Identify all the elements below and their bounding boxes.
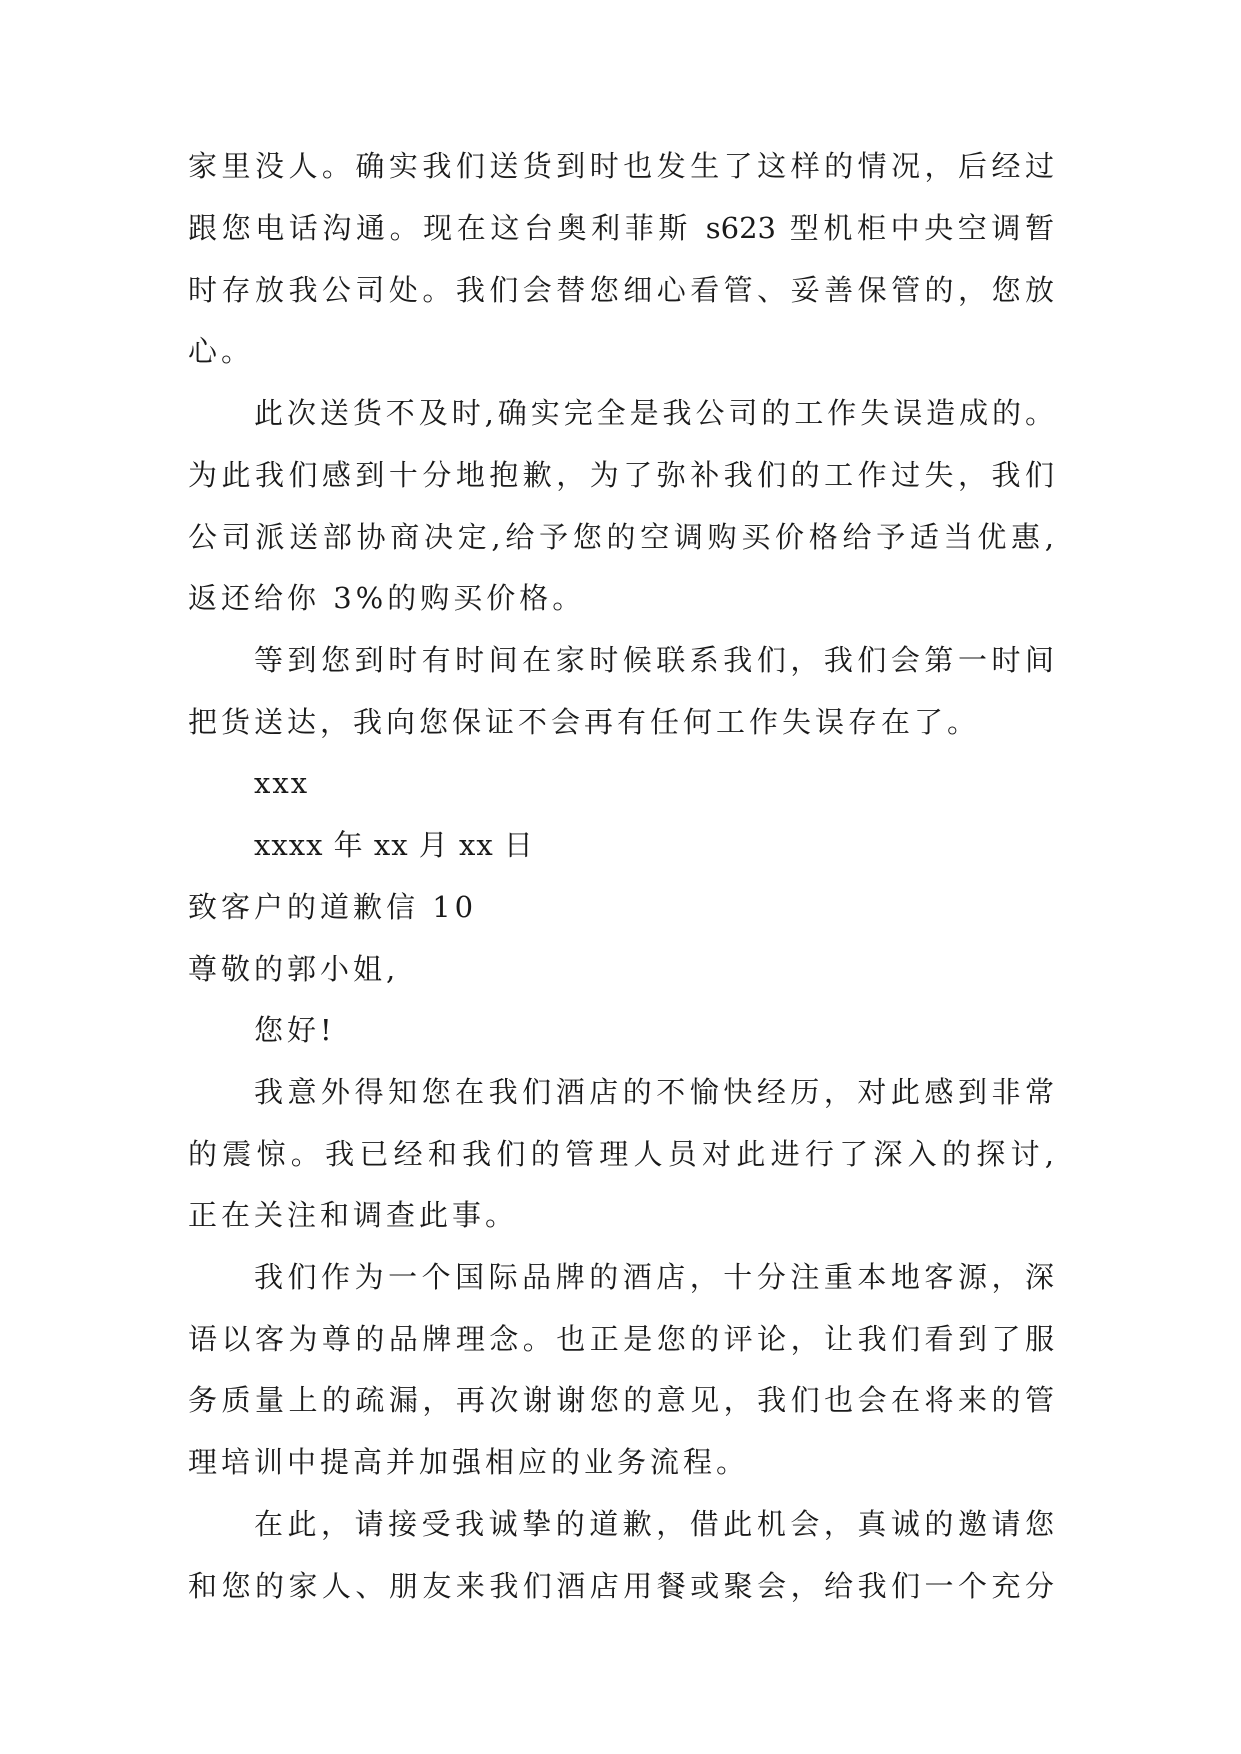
letter-title: 致客户的道歉信 10	[188, 890, 478, 924]
salutation: 尊敬的郭小姐,	[188, 952, 400, 986]
body-line: 公司派送部协商决定,给予您的空调购买价格给予适当优惠,	[188, 520, 1054, 554]
body-line: 语以客为尊的品牌理念。也正是您的评论，让我们看到了服	[188, 1322, 1054, 1356]
body-line: 心。	[188, 334, 255, 368]
body-line: 为此我们感到十分地抱歉，为了弥补我们的工作过失，我们	[188, 458, 1054, 492]
body-line: 把货送达，我向您保证不会再有任何工作失误存在了。	[188, 705, 981, 739]
body-line: 我意外得知您在我们酒店的不愉快经历，对此感到非常	[254, 1075, 1054, 1109]
body-line: 跟您电话沟通。现在这台奥利菲斯 s623 型机柜中央空调暂	[188, 211, 1054, 245]
body-line: 此次送货不及时,确实完全是我公司的工作失误造成的。	[254, 396, 1054, 430]
body-line: 在此，请接受我诚挚的道歉，借此机会，真诚的邀请您	[254, 1507, 1054, 1541]
signature-name: xxx	[254, 766, 310, 800]
body-line: 返还给你 3%的购买价格。	[188, 581, 586, 615]
body-line: 时存放我公司处。我们会替您细心看管、妥善保管的，您放	[188, 273, 1054, 307]
greeting: 您好!	[254, 1013, 336, 1047]
body-line: 的震惊。我已经和我们的管理人员对此进行了深入的探讨,	[188, 1137, 1054, 1171]
body-line: 和您的家人、朋友来我们酒店用餐或聚会，给我们一个充分	[188, 1569, 1054, 1603]
body-line: 正在关注和调查此事。	[188, 1198, 519, 1232]
signature-date: xxxx 年 xx 月 xx 日	[254, 828, 534, 862]
body-line: 理培训中提高并加强相应的业务流程。	[188, 1445, 750, 1479]
body-line: 务质量上的疏漏，再次谢谢您的意见，我们也会在将来的管	[188, 1383, 1054, 1417]
body-line: 等到您到时有时间在家时候联系我们，我们会第一时间	[254, 643, 1054, 677]
body-line: 家里没人。确实我们送货到时也发生了这样的情况，后经过	[188, 149, 1054, 183]
body-line: 我们作为一个国际品牌的酒店，十分注重本地客源，深	[254, 1260, 1054, 1294]
